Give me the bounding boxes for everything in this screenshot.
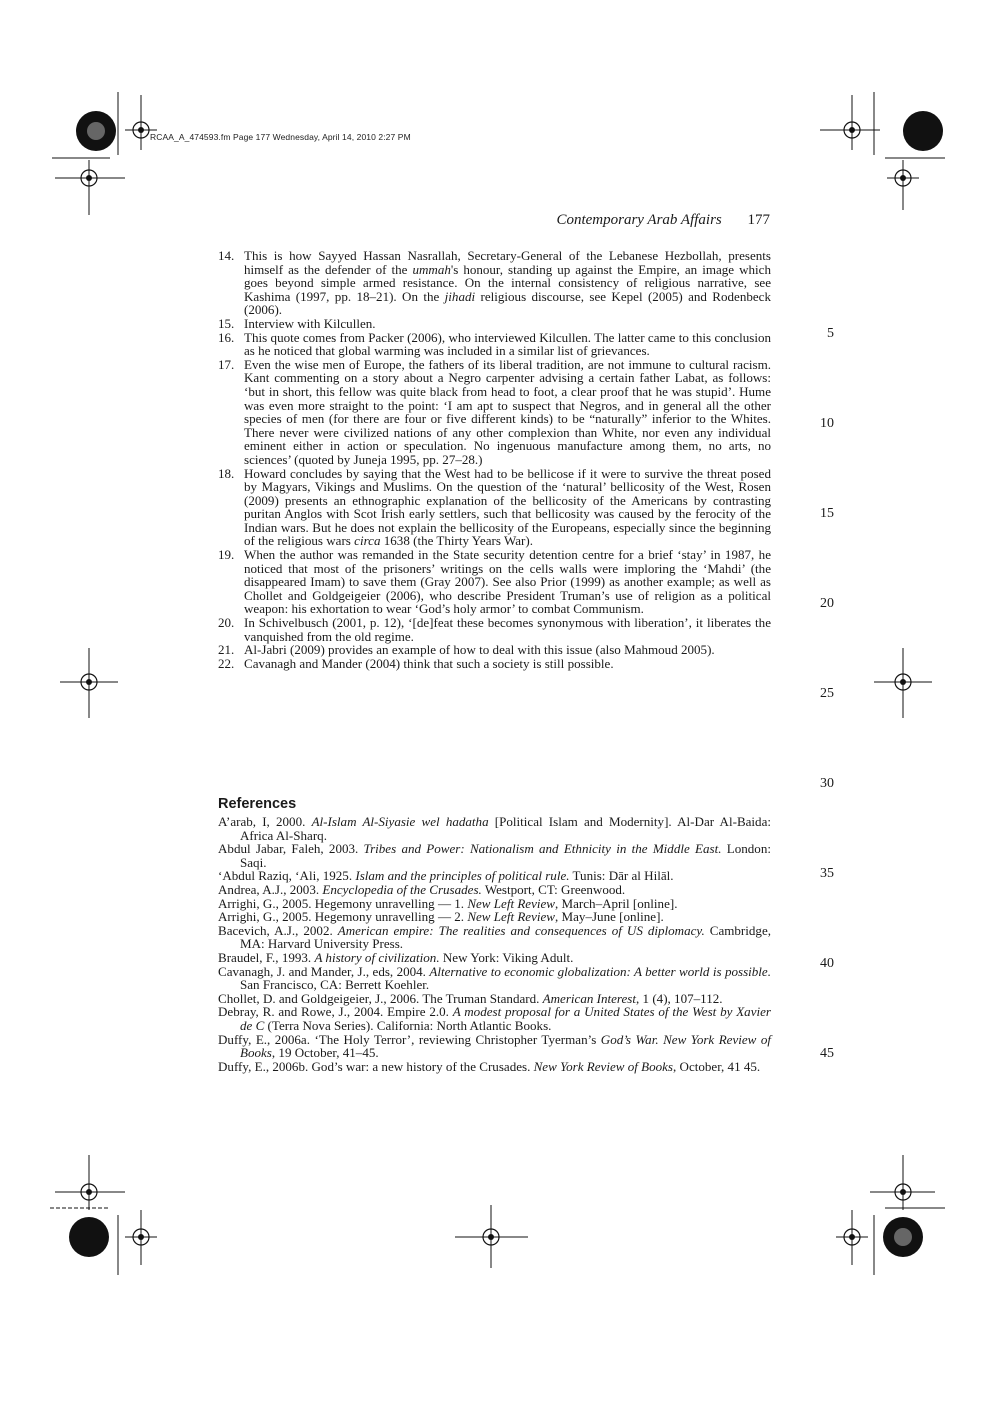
endnote-text: This quote comes from Packer (2006), who interviewed Kilcullen. The latter came to this conclusion as he noticed that global warming was included in a similar list of grievances.: [244, 329, 771, 359]
reference-entry: Duffy, E., 2006b. God’s war: a new history of the Crusades. New York Review of Books, October, 41 45.: [218, 1058, 761, 1074]
running-head: [500, 212, 770, 229]
endnote-number: 16.: [218, 329, 235, 345]
endnote-text: When the author was remanded in the State security detention centre for a brief ‘stay’ in 1987, he noticed that most of the prisoners’ writings on the cells walls were imploring the ‘Mahdi’ (the disappeared Imam) to save them (Gray 2007). See also Prior (1999) as another example; as well as Chollet and Goldgeigeier (2006), who describe President Truman’s use of religion as a political weapon: his exhortation to wear ‘God’s holy armor’ to combat Communism.: [244, 547, 771, 617]
endnote-item: [218, 643, 771, 657]
reference-entry: Arrighi, G., 2005. Hegemony unravelling — 1. New Left Review, March–April [online].: [218, 895, 678, 911]
endnote-number: 19.: [218, 547, 235, 563]
endnote-item: [218, 548, 771, 616]
endnote-text: Howard concludes by saying that the West had to be bellicose if it were to survive the threat posed by Magyars, Vikings and Muslims. On the question of the ‘natural’ bellicosity of the West, Rosen (2009) presents an ethnographic explanation of the bellicosity of the Americans by contrasting puritan Anglos with Scot Irish early settlers, such that bellicosity was caused by the ferocity of the Indian wars. But he does not explain the bellicosity of the Europeans, especially since the beginning of the religious wars circa 1638 (the Thirty Years War).: [244, 465, 771, 549]
endnote-item: [218, 358, 771, 467]
margin-line-number: 40: [820, 956, 834, 971]
endnote-item: [218, 317, 771, 331]
endnote-text: This is how Sayyed Hassan Nasrallah, Secretary-General of the Lebanese Hezbollah, presents himself as the defender of the ummah's honour, standing up against the Empire, an image which goes beyond simple armed resistance. On the internal consistency of religious narrative, see Kashima (1997, pp. 18–21). On the jihadi religious discourse, see Kepel (2005) and Rodenbeck (2006).: [244, 248, 771, 318]
endnote-item: [218, 657, 771, 671]
endnote-number: 20.: [218, 615, 235, 631]
reference-entry: Chollet, D. and Goldgeigeier, J., 2006. The Truman Standard. American Interest, 1 (4), 107–112.: [218, 990, 723, 1006]
margin-line-number: 25: [820, 686, 834, 701]
endnote-number: 21.: [218, 642, 235, 658]
reference-entry: Bacevich, A.J., 2002. American empire: The realities and consequences of US diplomacy. Cambridge, MA: Harvard University Press.: [218, 922, 771, 952]
endnote-number: 14.: [218, 248, 235, 263]
endnote-text: In Schivelbusch (2001, p. 12), ‘[de]feat these becomes synonymous with liberation’, it liberates the vanquished from the old regime.: [244, 615, 771, 644]
margin-line-number: 10: [820, 416, 834, 431]
margin-line-number: 20: [820, 596, 834, 611]
margin-line-number: 5: [827, 326, 834, 341]
margin-line-number: 15: [820, 506, 834, 521]
reference-entry: Abdul Jabar, Faleh, 2003. Tribes and Power: Nationalism and Ethnicity in the Middle East. London: Saqi.: [218, 841, 771, 870]
endnote-text: Cavanagh and Mander (2004) think that such a society is still possible.: [244, 655, 614, 671]
printer-slug-line: RCAA_A_474593.fm Page 177 Wednesday, April 14, 2010 2:27 PM: [150, 132, 411, 142]
references-list: [218, 815, 771, 1073]
endnote-item: [218, 249, 771, 317]
references-heading: References: [218, 796, 297, 812]
reference-entry: Arrighi, G., 2005. Hegemony unravelling — 2. New Left Review, May–June [online].: [218, 909, 664, 925]
reference-entry: Debray, R. and Rowe, J., 2004. Empire 2.0. A modest proposal for a United States of the West by Xavier de C (Terra Nova Series). California: North Atlantic Books.: [218, 1004, 771, 1033]
endnote-number: 17.: [218, 356, 235, 372]
endnote-item: [218, 467, 771, 549]
reference-entry: Cavanagh, J. and Mander, J., eds, 2004. Alternative to economic globalization: A better world is possible. San Francisco, CA: Berrett Koehler.: [218, 963, 771, 993]
reference-entry: Duffy, E., 2006a. ‘The Holy Terror’, reviewing Christopher Tyerman’s God’s War. New York Review of Books, 19 October, 41–45.: [218, 1031, 772, 1061]
reference-entry: ‘Abdul Raziq, ‘Ali, 1925. Islam and the principles of political rule. Tunis: Dār al Hilāl.: [218, 868, 674, 884]
reference-entry: Braudel, F., 1993. A history of civilization. New York: Viking Adult.: [218, 949, 574, 965]
margin-line-number: 35: [820, 866, 834, 881]
endnotes-list: [218, 249, 771, 670]
endnote-number: 15.: [218, 315, 235, 331]
endnote-item: [218, 616, 771, 643]
endnote-text: Al-Jabri (2009) provides an example of how to deal with this issue (also Mahmoud 2005).: [244, 642, 715, 658]
reference-entry: Andrea, A.J., 2003. Encyclopedia of the Crusades. Westport, CT: Greenwood.: [218, 881, 626, 897]
reference-entry: A’arab, I, 2000. Al-Islam Al-Siyasie wel hadatha [Political Islam and Modernity]. Al-Dar Al-Baida: Africa Al-Sharq.: [218, 814, 772, 843]
endnote-item: [218, 331, 771, 358]
margin-line-number: 45: [820, 1046, 834, 1061]
endnote-number: 22.: [218, 655, 235, 671]
journal-title: Contemporary Arab Affairs: [556, 212, 722, 228]
margin-line-number: 30: [820, 776, 834, 791]
endnote-number: 18.: [218, 465, 235, 481]
page-number: 177: [747, 212, 770, 228]
endnote-text: Even the wise men of Europe, the fathers of its liberal tradition, are not immune to cultural racism. Kant commenting on a story about a Negro carpenter advising a certain father Labat, as follows: ‘but in short, this fellow was quite black from head to foot, a clear proof that he was stupid’. Hume was even more straight to the point: ‘I am apt to suspect that Negros, and in general all the other species of men (for there are four or five different kinds) to be “naturally” inferior to the Whites. There never were civilized nations of any other complexion than White, nor even any individual eminent either in action or speculation. No ingenuous manufacture among them, no arts, no sciences’ (quoted by Juneja 1995, pp. 27–28.): [244, 356, 771, 467]
endnote-text: Interview with Kilcullen.: [244, 315, 376, 331]
